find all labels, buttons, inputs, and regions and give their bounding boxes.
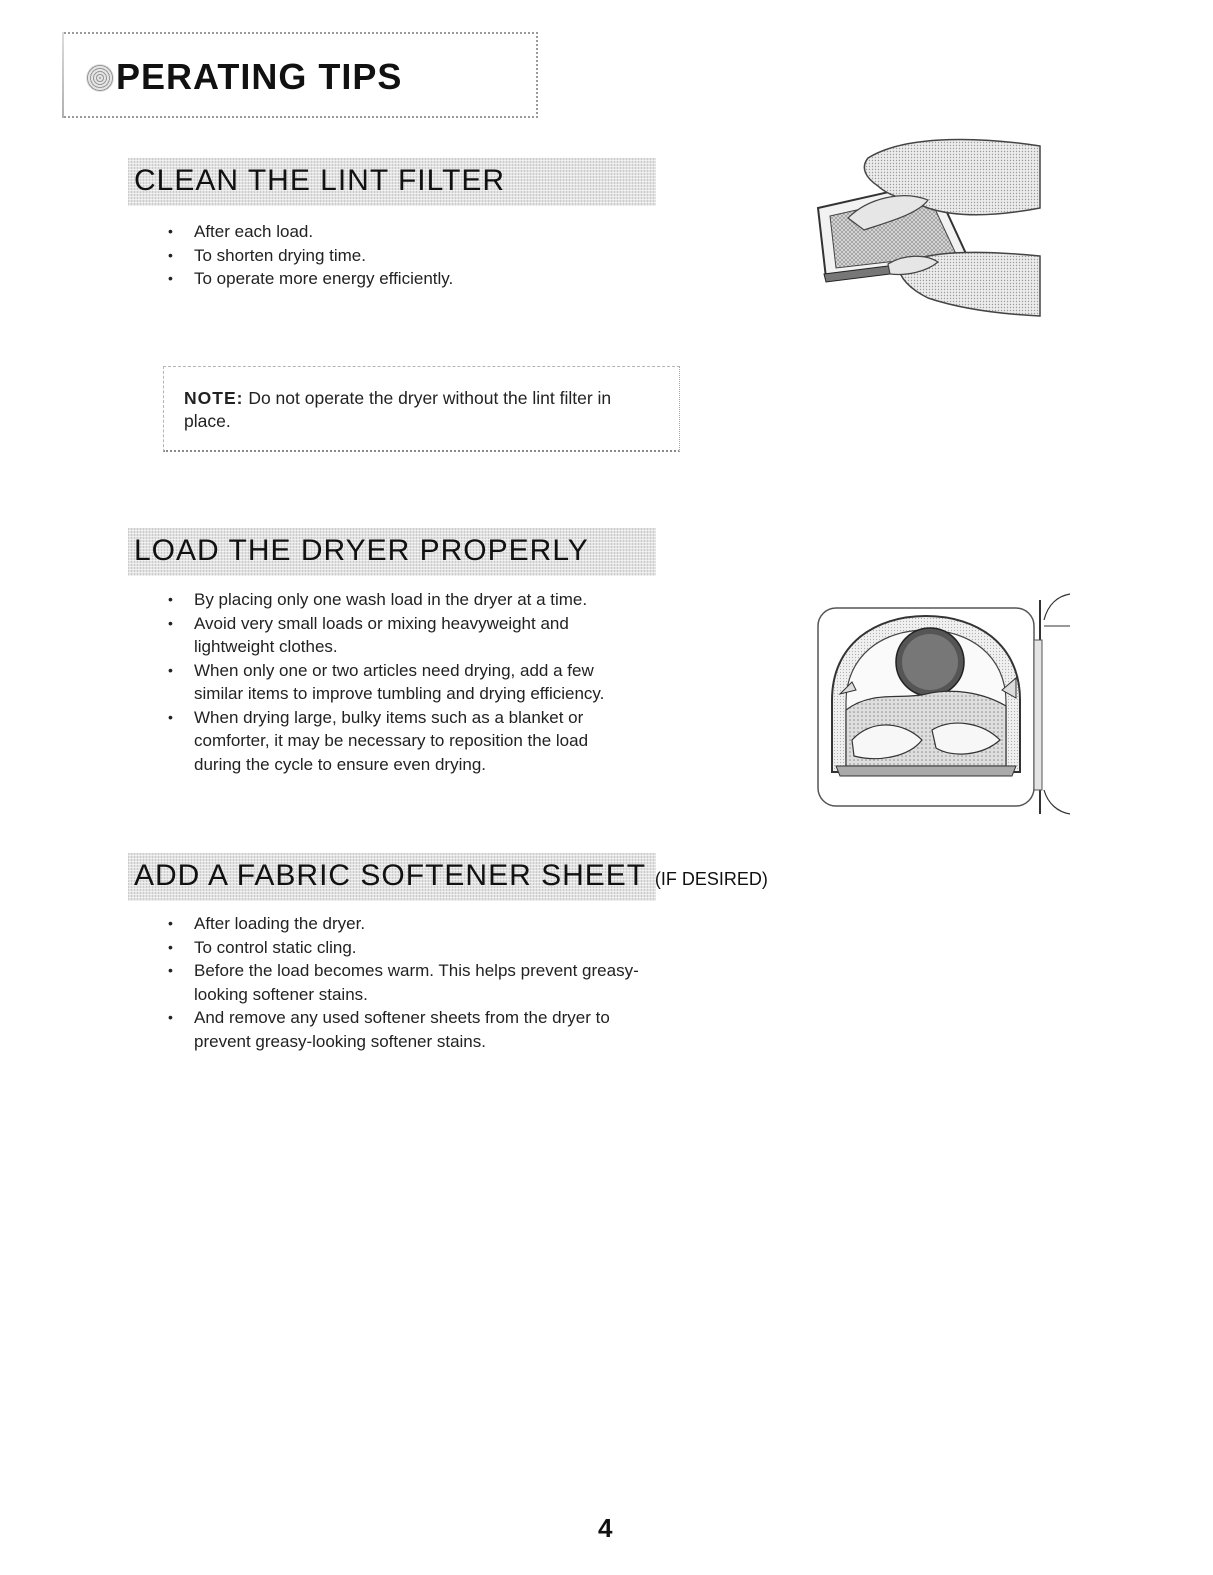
section-banner-lint-filter [128, 158, 656, 206]
note-box [163, 366, 680, 452]
list-item: • By placing only one wash load in the dryer at a time. [165, 588, 635, 612]
lint-filter-illustration [808, 138, 1044, 318]
title-box [64, 32, 538, 118]
title-o-ornament-icon [86, 64, 114, 92]
list-item: • After loading the dryer. [165, 912, 665, 936]
list-item: • To shorten drying time. [165, 244, 665, 268]
list-item: • When only one or two articles need drying, add a few similar items to improve tumbling and drying efficiency. [165, 659, 635, 706]
page-number: 4 [598, 1513, 613, 1543]
load-dryer-bullet-list [165, 588, 635, 776]
section-heading-note: (IF DESIRED) [654, 869, 768, 889]
list-item: • Avoid very small loads or mixing heavyweight and lightweight clothes. [165, 612, 635, 659]
section-banner-load-dryer [128, 528, 656, 576]
lint-filter-bullet-list [165, 220, 665, 291]
section-heading-load-dryer: LOAD THE DRYER PROPERLY [134, 534, 589, 567]
page-title [86, 56, 402, 98]
list-item: • To operate more energy efficiently. [165, 267, 665, 291]
section-heading-fabric-softener-text: ADD A FABRIC SOFTENER SHEET [134, 859, 646, 892]
list-item: • After each load. [165, 220, 665, 244]
note-text: Do not operate the dryer without the lint filter in place. [184, 388, 612, 431]
section-heading-lint-filter: CLEAN THE LINT FILTER [134, 164, 506, 197]
page-title-text: PERATING TIPS [116, 56, 403, 97]
list-item: • To control static cling. [165, 936, 665, 960]
dryer-drum-illustration [812, 590, 1074, 818]
fabric-softener-bullet-list [165, 912, 665, 1053]
note-label: NOTE: [184, 388, 244, 408]
section-heading-fabric-softener [134, 859, 768, 893]
list-item: • Before the load becomes warm. This helps prevent greasy-looking softener stains. [165, 959, 665, 1006]
list-item: • When drying large, bulky items such as a blanket or comforter, it may be necessary to reposition the load during the cycle to ensure even drying. [165, 706, 635, 777]
list-item: • And remove any used softener sheets from the dryer to prevent greasy-looking softener stains. [165, 1006, 665, 1053]
section-banner-fabric-softener [128, 853, 768, 901]
